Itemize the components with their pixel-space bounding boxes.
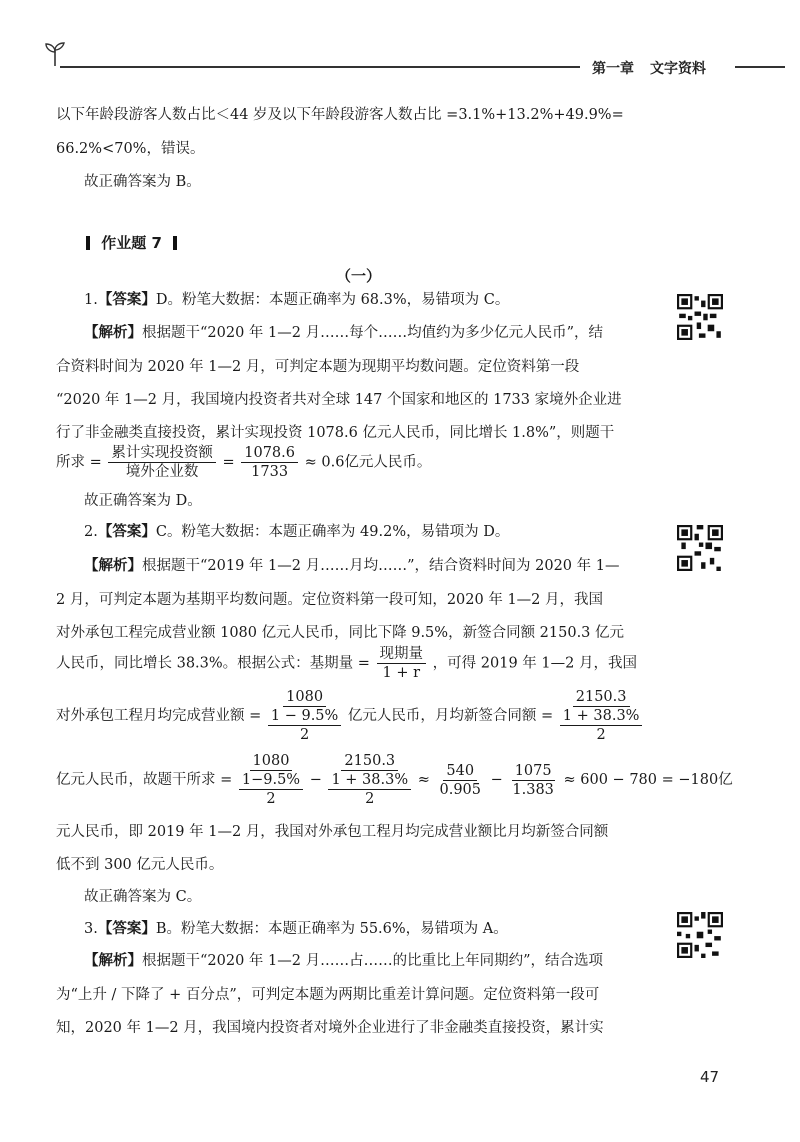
text-line: “2020 年 1—2 月，我国境内投资者共对全球 147 个国家和地区的 1733 家境外企业进 (56, 392, 622, 408)
bottom-value: 2 (596, 727, 606, 743)
text-span: 亿元人民币，月均新签合同额 = (347, 708, 554, 724)
formula-prefix: 所求 = (56, 454, 102, 471)
text-line: 2 月，可判定本题为基期平均数问题。定位资料第一段可知，2020 年 1—2 月，我国 (56, 592, 604, 608)
header-rule-left (60, 66, 580, 68)
text-span: 亿元人民币，故题干所求 = (56, 772, 233, 788)
mid-value: 1−9.5% (239, 771, 303, 790)
analysis-tag: 【解析】 (84, 953, 142, 969)
bottom-value: 2 (365, 791, 375, 807)
text-line: 低不到 300 亿元人民币。 (56, 857, 224, 873)
bottom-value: 2 (266, 791, 276, 807)
section-title (86, 232, 177, 253)
q2-formula-base (56, 645, 637, 682)
q1-number: 1. (84, 292, 98, 308)
top-value: 2150.3 (341, 752, 398, 771)
q2-answer-line (84, 522, 509, 542)
chapter-title: 文字资料 (650, 61, 706, 77)
top-value: 1080 (283, 688, 326, 707)
analysis-tag: 【解析】 (84, 325, 142, 341)
text-line: 知，2020 年 1—2 月，我国境内投资者对境外企业进行了非金融类直接投资，累计实 (56, 1020, 604, 1036)
denominator: 1733 (251, 464, 289, 480)
qr-code-icon[interactable] (677, 525, 723, 571)
compound-fraction (239, 752, 303, 808)
text-span: 人民币，同比增长 38.3%。根据公式：基期量 = (56, 655, 370, 672)
answer-tag: 【答案】 (97, 292, 156, 308)
compound-fraction (560, 688, 643, 744)
compound-fraction (268, 688, 341, 744)
section-title-text: 作业题 7 (101, 234, 162, 252)
mid-value: 1 + 38.3% (560, 707, 643, 726)
bottom-value: 2 (299, 727, 310, 743)
chapter-label: 第一章 (592, 61, 634, 77)
denominator: 0.905 (439, 781, 482, 798)
qr-code-icon[interactable] (677, 294, 723, 340)
text-line: 对外承包工程完成营业额 1080 亿元人民币，同比下降 9.5%，新签合同额 2150.3 亿元 (56, 625, 625, 641)
q1-answer-text: D。粉笔大数据：本题正确率为 68.3%，易错项为 C。 (155, 292, 510, 308)
q1-analysis-line (84, 323, 603, 343)
numerator: 1075 (512, 762, 555, 781)
fraction (437, 762, 485, 799)
answer-line: 故正确答案为 D。 (84, 493, 202, 509)
q2-formula-result (56, 752, 733, 808)
numerator: 540 (443, 762, 477, 781)
mid-value: 1 − 9.5% (268, 707, 341, 726)
mid-value: 1 + 38.3% (328, 771, 411, 790)
operator: − (490, 772, 503, 788)
denominator: 1 + r (382, 665, 421, 681)
answer-line: 故正确答案为 B。 (84, 174, 201, 190)
top-value: 1080 (250, 752, 293, 771)
answer-tag: 【答案】 (97, 524, 156, 540)
chapter-heading (592, 58, 706, 78)
fraction (509, 762, 557, 799)
analysis-tag: 【解析】 (84, 558, 142, 574)
q3-answer-text: B。粉笔大数据：本题正确率为 55.6%，易错项为 A。 (155, 921, 508, 937)
q1-formula: 所求 = $\frac{\text{累计实现投资额}}{\text{境外企业数}}$ = $\frac{1078.6}{1733}$ ≈ 0.6亿元人民币。 (56, 445, 432, 480)
q3-analysis-line (84, 951, 603, 971)
page-number: 47 (700, 1068, 720, 1086)
text-span: ，可得 2019 年 1—2 月，我国 (432, 655, 637, 672)
fraction (241, 444, 298, 481)
q1-analysis-text: 根据题干“2020 年 1—2 月……每个……均值约为多少亿元人民币”，结 (142, 325, 604, 341)
text-line: 行了非金融类直接投资，累计实现投资 1078.6 亿元人民币，同比增长 1.8%”，则题干 (56, 425, 615, 441)
operator: ≈ (417, 772, 430, 788)
header-rule-right (735, 66, 785, 68)
section-subtitle: （一） (336, 267, 382, 285)
text-span: ≈ 600 − 780 = −180亿 (563, 772, 733, 788)
denominator: 1.383 (512, 781, 554, 798)
text-line: 合资料时间为 2020 年 1—2 月，可判定本题为现期平均数问题。定位资料第一段 (56, 359, 580, 375)
q3-answer-line (84, 919, 508, 939)
numerator: 累计实现投资额 (108, 444, 216, 463)
q2-answer-text: C。粉笔大数据：本题正确率为 49.2%，易错项为 D。 (155, 524, 510, 540)
title-bar-right (173, 236, 177, 250)
text-line: 66.2%<70%，错误。 (56, 141, 205, 157)
numerator: 1078.6 (241, 444, 298, 463)
text-line: 元人民币，即 2019 年 1—2 月，我国对外承包工程月均完成营业额比月均新签合同额 (56, 824, 609, 840)
qr-code-icon[interactable] (677, 912, 723, 958)
answer-tag: 【答案】 (97, 921, 156, 937)
numerator: 现期量 (377, 645, 427, 664)
q1-answer-line (84, 290, 509, 310)
q2-analysis-text: 根据题干“2019 年 1—2 月……月均……”，结合资料时间为 2020 年 1— (142, 558, 620, 574)
formula-suffix: ≈ 0.6亿元人民币。 (304, 454, 432, 471)
q2-number: 2. (84, 524, 98, 540)
fraction (377, 645, 427, 682)
answer-line: 故正确答案为 C。 (84, 889, 202, 905)
page-header (0, 0, 800, 80)
q3-analysis-text: 根据题干“2020 年 1—2 月……占……的比重比上年同期约”，结合选项 (142, 953, 604, 969)
operator: − (309, 772, 322, 788)
denominator: 境外企业数 (125, 464, 199, 480)
text-line: 以下年龄段游客人数占比＜44 岁及以下年龄段游客人数占比 =3.1%+13.2%+49.9%= (56, 107, 624, 123)
text-span: 对外承包工程月均完成营业额 = (56, 708, 262, 724)
q2-formula-avg (56, 688, 644, 744)
q3-number: 3. (84, 921, 98, 937)
compound-fraction (328, 752, 411, 808)
text-line: 为“上升 / 下降了 + 百分点”，可判定本题为两期比重差计算问题。定位资料第一段可 (56, 987, 600, 1003)
q2-analysis-line (84, 556, 619, 576)
top-value: 2150.3 (573, 688, 630, 707)
fraction (108, 444, 216, 481)
sprout-icon (40, 38, 70, 68)
title-bar-left (86, 236, 90, 250)
